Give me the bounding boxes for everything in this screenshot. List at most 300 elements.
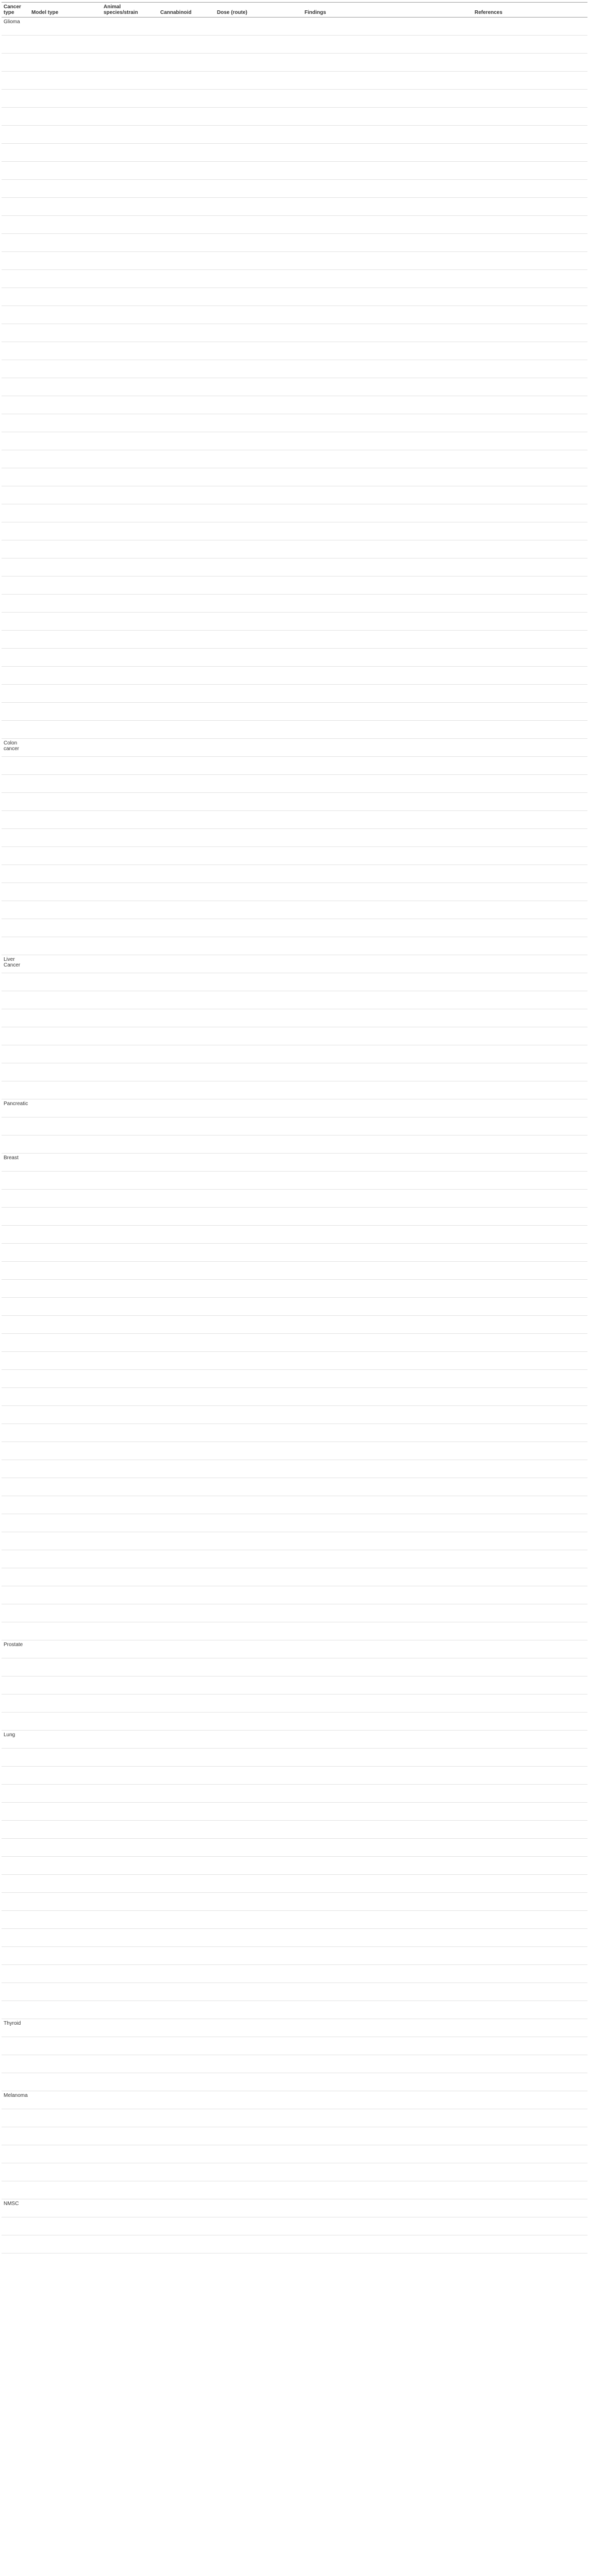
cell-model-type [29, 1190, 102, 1208]
cell-cancer-type [2, 2163, 29, 2181]
cell-findings [302, 1676, 473, 1694]
cell-dose-route [215, 1586, 302, 1604]
cell-cancer-type [2, 252, 29, 270]
table-row [2, 432, 587, 450]
cell-dose-route [215, 342, 302, 360]
table-row [2, 414, 587, 432]
cell-cancer-type: Thyroid [2, 2019, 29, 2037]
table-row [2, 1803, 587, 1821]
cell-dose-route [215, 811, 302, 829]
cell-animal-species [102, 1749, 158, 1767]
cell-animal-species [102, 1460, 158, 1478]
cell-cannabinoid [158, 324, 215, 342]
cell-animal-species [102, 1785, 158, 1803]
cell-cancer-type [2, 1694, 29, 1713]
cell-dose-route [215, 468, 302, 486]
cell-findings [302, 2001, 473, 2019]
cell-references [473, 811, 587, 829]
cell-dose-route [215, 577, 302, 595]
cell-references [473, 1478, 587, 1496]
cell-findings [302, 865, 473, 883]
cell-animal-species [102, 486, 158, 504]
cell-dose-route [215, 324, 302, 342]
cell-model-type [29, 252, 102, 270]
cell-cannabinoid [158, 865, 215, 883]
cell-findings [302, 306, 473, 324]
cell-references [473, 342, 587, 360]
table-row [2, 288, 587, 306]
cell-cannabinoid [158, 2037, 215, 2055]
cell-cancer-type [2, 162, 29, 180]
cell-references [473, 1226, 587, 1244]
table-row [2, 2001, 587, 2019]
cell-dose-route [215, 1063, 302, 1081]
cell-model-type [29, 2001, 102, 2019]
cell-model-type [29, 811, 102, 829]
cell-cancer-type [2, 883, 29, 901]
cell-references [473, 1208, 587, 1226]
cell-references [473, 829, 587, 847]
cell-animal-species [102, 1352, 158, 1370]
table-row [2, 1081, 587, 1099]
cell-references [473, 180, 587, 198]
cell-cannabinoid [158, 1063, 215, 1081]
cell-cannabinoid [158, 1839, 215, 1857]
cell-dose-route [215, 1081, 302, 1099]
cell-dose-route [215, 1352, 302, 1370]
cell-references [473, 1514, 587, 1532]
cell-cancer-type [2, 1190, 29, 1208]
cell-cancer-type [2, 991, 29, 1009]
cell-references [473, 234, 587, 252]
cell-model-type [29, 540, 102, 558]
cell-cancer-type [2, 1821, 29, 1839]
table-row [2, 613, 587, 631]
cell-findings [302, 631, 473, 649]
cell-references [473, 595, 587, 613]
cell-cancer-type [2, 504, 29, 522]
cell-animal-species [102, 667, 158, 685]
cell-findings [302, 126, 473, 144]
cell-cannabinoid [158, 1406, 215, 1424]
cell-animal-species [102, 396, 158, 414]
cell-dose-route [215, 306, 302, 324]
cell-cancer-type [2, 1911, 29, 1929]
cell-dose-route [215, 847, 302, 865]
cell-cancer-type [2, 1117, 29, 1136]
cell-dose-route [215, 1929, 302, 1947]
cell-cancer-type [2, 1244, 29, 1262]
table-row [2, 1839, 587, 1857]
cell-cannabinoid [158, 919, 215, 937]
cell-model-type [29, 1586, 102, 1604]
cell-findings [302, 1117, 473, 1136]
cell-references [473, 468, 587, 486]
cell-animal-species [102, 1857, 158, 1875]
cell-references [473, 883, 587, 901]
cell-dose-route [215, 1857, 302, 1875]
table-row [2, 1893, 587, 1911]
cell-findings [302, 324, 473, 342]
cell-model-type [29, 1568, 102, 1586]
table-row [2, 2019, 587, 2037]
cell-dose-route [215, 126, 302, 144]
cell-cannabinoid [158, 54, 215, 72]
table-row [2, 955, 587, 973]
cell-dose-route [215, 865, 302, 883]
table-row [2, 1857, 587, 1875]
cell-cannabinoid [158, 631, 215, 649]
table-row [2, 1244, 587, 1262]
cell-findings [302, 883, 473, 901]
cell-cancer-type [2, 2217, 29, 2235]
cell-animal-species [102, 1442, 158, 1460]
cell-cannabinoid [158, 1370, 215, 1388]
cell-cancer-type: Colon cancer [2, 739, 29, 757]
cell-animal-species [102, 1731, 158, 1749]
table-row [2, 883, 587, 901]
cell-animal-species [102, 306, 158, 324]
cell-model-type [29, 144, 102, 162]
cell-findings [302, 1298, 473, 1316]
cell-animal-species [102, 1063, 158, 1081]
cell-animal-species [102, 973, 158, 991]
cell-cancer-type [2, 919, 29, 937]
cell-model-type [29, 1731, 102, 1749]
cell-animal-species [102, 1081, 158, 1099]
cannabinoid-cancer-models-table [2, 2, 587, 2253]
cell-references [473, 396, 587, 414]
cell-references [473, 414, 587, 432]
cell-model-type [29, 1172, 102, 1190]
cell-model-type [29, 1622, 102, 1640]
cell-references [473, 1352, 587, 1370]
table-row [2, 2073, 587, 2091]
cell-references [473, 108, 587, 126]
cell-findings [302, 1262, 473, 1280]
cell-dose-route [215, 1731, 302, 1749]
cell-dose-route [215, 1604, 302, 1622]
cell-findings [302, 1965, 473, 1983]
header-model-type: Model type [29, 3, 102, 18]
cell-cannabinoid [158, 18, 215, 36]
cell-dose-route [215, 2091, 302, 2109]
header-references: References [473, 3, 587, 18]
cell-cancer-type [2, 1983, 29, 2001]
cell-dose-route [215, 919, 302, 937]
table-row [2, 1352, 587, 1370]
cell-findings [302, 1280, 473, 1298]
table-row [2, 162, 587, 180]
cell-animal-species [102, 1947, 158, 1965]
cell-references [473, 1099, 587, 1117]
cell-dose-route [215, 1298, 302, 1316]
cell-dose-route [215, 1514, 302, 1532]
cell-cannabinoid [158, 162, 215, 180]
cell-references [473, 2037, 587, 2055]
cell-model-type [29, 1280, 102, 1298]
cell-cannabinoid [158, 2109, 215, 2127]
cell-references [473, 1081, 587, 1099]
cell-cancer-type [2, 1839, 29, 1857]
table-row [2, 1226, 587, 1244]
cell-cannabinoid [158, 1172, 215, 1190]
cell-cannabinoid [158, 811, 215, 829]
cell-model-type [29, 1298, 102, 1316]
cell-cannabinoid [158, 216, 215, 234]
cell-findings [302, 1658, 473, 1676]
cell-animal-species [102, 522, 158, 540]
cell-model-type [29, 1045, 102, 1063]
cell-findings [302, 739, 473, 757]
cell-cancer-type [2, 901, 29, 919]
cell-cancer-type [2, 703, 29, 721]
cell-model-type [29, 1244, 102, 1262]
cell-cancer-type [2, 36, 29, 54]
table-row [2, 703, 587, 721]
cell-findings [302, 486, 473, 504]
table-row [2, 1406, 587, 1424]
cell-model-type [29, 1226, 102, 1244]
cell-dose-route [215, 901, 302, 919]
cell-dose-route [215, 1983, 302, 2001]
cell-cancer-type [2, 198, 29, 216]
cell-cancer-type [2, 126, 29, 144]
cell-animal-species [102, 937, 158, 955]
cell-cancer-type: NMSC [2, 2199, 29, 2217]
cell-cannabinoid [158, 1334, 215, 1352]
cell-cancer-type [2, 1965, 29, 1983]
cell-animal-species [102, 2037, 158, 2055]
cell-references [473, 360, 587, 378]
cell-dose-route [215, 1280, 302, 1298]
cell-references [473, 1136, 587, 1154]
cell-model-type [29, 829, 102, 847]
cell-model-type [29, 234, 102, 252]
cell-dose-route [215, 450, 302, 468]
cell-cannabinoid [158, 2019, 215, 2037]
cell-cancer-type [2, 829, 29, 847]
cell-model-type [29, 2055, 102, 2073]
cell-findings [302, 1208, 473, 1226]
table-row [2, 18, 587, 36]
cell-animal-species [102, 1911, 158, 1929]
cell-references [473, 1406, 587, 1424]
cell-dose-route [215, 252, 302, 270]
cell-references [473, 1117, 587, 1136]
cell-cannabinoid [158, 198, 215, 216]
cell-dose-route [215, 1460, 302, 1478]
cell-cancer-type [2, 1352, 29, 1370]
table-row [2, 522, 587, 540]
cell-cancer-type: Lung [2, 1731, 29, 1749]
cell-cancer-type [2, 288, 29, 306]
cell-cancer-type [2, 1027, 29, 1045]
cell-dose-route [215, 2019, 302, 2037]
cell-findings [302, 342, 473, 360]
table-row [2, 1713, 587, 1731]
cell-dose-route [215, 522, 302, 540]
table-row [2, 595, 587, 613]
cell-model-type [29, 2163, 102, 2181]
table-row [2, 1983, 587, 2001]
cell-dose-route [215, 631, 302, 649]
cell-animal-species [102, 54, 158, 72]
cell-cannabinoid [158, 378, 215, 396]
cell-dose-route [215, 1911, 302, 1929]
cell-model-type [29, 2217, 102, 2235]
table-row [2, 90, 587, 108]
cell-animal-species [102, 1893, 158, 1911]
table-row [2, 450, 587, 468]
table-row [2, 829, 587, 847]
cell-cannabinoid [158, 595, 215, 613]
table-row [2, 1442, 587, 1460]
cell-cannabinoid [158, 558, 215, 577]
cell-references [473, 739, 587, 757]
table-row [2, 991, 587, 1009]
cell-animal-species [102, 2199, 158, 2217]
cell-cancer-type [2, 558, 29, 577]
table-row [2, 1063, 587, 1081]
cell-dose-route [215, 1767, 302, 1785]
cell-dose-route [215, 1154, 302, 1172]
cell-findings [302, 1514, 473, 1532]
cell-cancer-type: Breast [2, 1154, 29, 1172]
cell-cannabinoid [158, 1713, 215, 1731]
cell-cancer-type [2, 1857, 29, 1875]
cell-dose-route [215, 432, 302, 450]
cell-findings [302, 1496, 473, 1514]
cell-dose-route [215, 1208, 302, 1226]
cell-cannabinoid [158, 973, 215, 991]
cell-cancer-type [2, 216, 29, 234]
cell-model-type [29, 414, 102, 432]
cell-model-type [29, 1947, 102, 1965]
header-dose-route: Dose (route) [215, 3, 302, 18]
cell-findings [302, 811, 473, 829]
cell-model-type [29, 919, 102, 937]
cell-findings [302, 1767, 473, 1785]
table-row [2, 1460, 587, 1478]
cell-cancer-type [2, 108, 29, 126]
cell-cannabinoid [158, 1388, 215, 1406]
cell-animal-species [102, 2181, 158, 2199]
cell-findings [302, 288, 473, 306]
cell-findings [302, 1226, 473, 1244]
cell-references [473, 1965, 587, 1983]
cell-animal-species [102, 1226, 158, 1244]
cell-model-type [29, 342, 102, 360]
cell-findings [302, 198, 473, 216]
cell-animal-species [102, 90, 158, 108]
cell-model-type [29, 973, 102, 991]
cell-dose-route [215, 2235, 302, 2253]
cell-animal-species [102, 1370, 158, 1388]
table-row [2, 270, 587, 288]
cell-animal-species [102, 1027, 158, 1045]
cell-findings [302, 649, 473, 667]
cell-cannabinoid [158, 1262, 215, 1280]
cell-cancer-type [2, 396, 29, 414]
cell-cancer-type [2, 811, 29, 829]
cell-animal-species [102, 1568, 158, 1586]
cell-cancer-type [2, 2073, 29, 2091]
cell-findings [302, 1172, 473, 1190]
cell-references [473, 90, 587, 108]
cell-model-type [29, 1370, 102, 1388]
cell-cannabinoid [158, 1081, 215, 1099]
cell-references [473, 1803, 587, 1821]
cell-dose-route [215, 1262, 302, 1280]
cell-references [473, 1370, 587, 1388]
cell-model-type [29, 595, 102, 613]
cell-findings [302, 1875, 473, 1893]
cell-references [473, 216, 587, 234]
cell-dose-route [215, 2181, 302, 2199]
cell-cannabinoid [158, 739, 215, 757]
header-cannabinoid: Cannabinoid [158, 3, 215, 18]
cell-model-type [29, 847, 102, 865]
cell-model-type [29, 270, 102, 288]
cell-cancer-type [2, 667, 29, 685]
cell-model-type [29, 1857, 102, 1875]
cell-model-type [29, 2199, 102, 2217]
cell-references [473, 54, 587, 72]
cell-cannabinoid [158, 1208, 215, 1226]
cell-cancer-type [2, 2127, 29, 2145]
cell-model-type [29, 1839, 102, 1857]
cell-references [473, 1821, 587, 1839]
cell-animal-species [102, 1496, 158, 1514]
cell-cannabinoid [158, 2073, 215, 2091]
cell-animal-species [102, 2091, 158, 2109]
cell-model-type [29, 613, 102, 631]
cell-cannabinoid [158, 2055, 215, 2073]
cell-animal-species [102, 991, 158, 1009]
cell-animal-species [102, 1821, 158, 1839]
cell-cancer-type [2, 937, 29, 955]
cell-cancer-type [2, 2037, 29, 2055]
cell-findings [302, 1821, 473, 1839]
cell-animal-species [102, 865, 158, 883]
cell-cannabinoid [158, 234, 215, 252]
cell-cannabinoid [158, 775, 215, 793]
cell-animal-species [102, 811, 158, 829]
table-row [2, 1658, 587, 1676]
table-row [2, 631, 587, 649]
cell-model-type [29, 1767, 102, 1785]
cell-references [473, 1244, 587, 1262]
table-row [2, 919, 587, 937]
table-row [2, 721, 587, 739]
cell-findings [302, 1045, 473, 1063]
cell-model-type [29, 486, 102, 504]
cell-cancer-type: Liver Cancer [2, 955, 29, 973]
cell-cannabinoid [158, 757, 215, 775]
cell-cannabinoid [158, 955, 215, 973]
cell-animal-species [102, 2127, 158, 2145]
cell-model-type [29, 1154, 102, 1172]
cell-cannabinoid [158, 2163, 215, 2181]
cell-findings [302, 595, 473, 613]
cell-animal-species [102, 1388, 158, 1406]
cell-model-type [29, 2037, 102, 2055]
table-row [2, 54, 587, 72]
cell-animal-species [102, 324, 158, 342]
cell-dose-route [215, 1893, 302, 1911]
cell-animal-species [102, 558, 158, 577]
